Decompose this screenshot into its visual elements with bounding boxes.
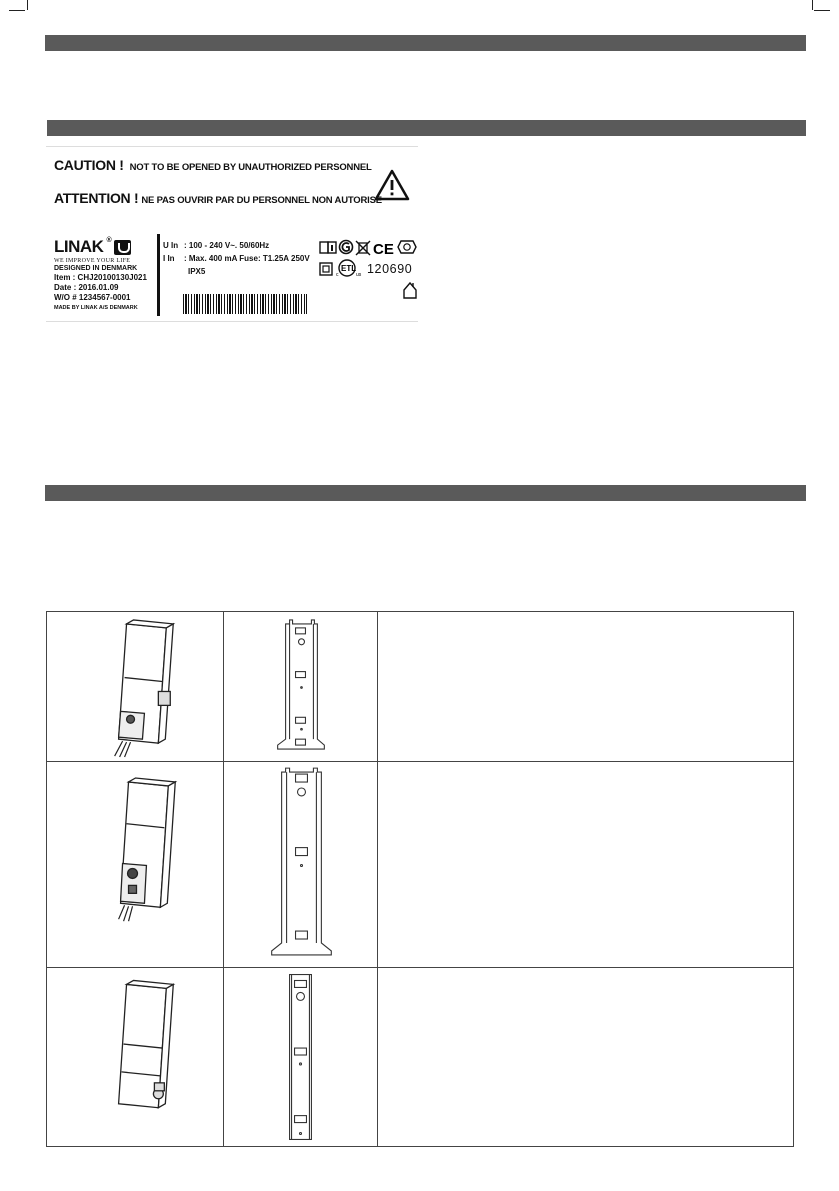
ce-mark-icon: CE (373, 241, 394, 258)
approval-mark-icon (340, 241, 353, 254)
attention-line (54, 190, 382, 208)
caution-title: CAUTION ! (54, 157, 124, 173)
logo-text: LINAK (54, 237, 104, 256)
crop-mark-top-left-v (27, 0, 28, 10)
rcm-mark-icon (398, 241, 416, 253)
control-box-icon (47, 968, 223, 1146)
manual-icon (320, 242, 336, 253)
registered-mark: ® (106, 237, 112, 244)
attention-title: ATTENTION ! (54, 190, 139, 206)
mounting-bracket-icon (224, 968, 377, 1146)
label-divider (157, 234, 160, 316)
product-table (46, 611, 794, 1147)
weee-bin-icon (356, 241, 370, 255)
iin-key: I In (163, 254, 175, 263)
bracket-cell (224, 762, 378, 968)
section-header-bar-3 (45, 485, 806, 501)
table-row (47, 968, 794, 1147)
description-cell (378, 612, 794, 762)
designed-text: DESIGNED IN DENMARK (54, 265, 138, 272)
svg-text:c: c (336, 272, 339, 278)
warning-triangle-icon (374, 169, 410, 201)
uin-key: U In (163, 241, 179, 250)
bracket-cell (224, 612, 378, 762)
wo-text: W/O # 1234567-0001 (54, 293, 131, 302)
unit-cell (47, 762, 224, 968)
caution-text: NOT TO BE OPENED BY UNAUTHORIZED PERSONNEL (129, 162, 372, 173)
svg-text:us: us (356, 272, 362, 278)
crop-mark-top-left (9, 10, 25, 11)
section-header-bar-2 (47, 120, 806, 136)
ipx-rating: IPX5 (188, 267, 206, 276)
control-box-icon (47, 612, 223, 761)
linak-logo (54, 237, 158, 257)
table-row (47, 762, 794, 968)
uin-value: : 100 - 240 V~. 50/60Hz (184, 241, 270, 250)
table-row (47, 612, 794, 762)
etl-listed-icon (336, 260, 362, 278)
brand-block (54, 237, 158, 311)
made-by-text: MADE BY LINAK A/S DENMARK (54, 305, 138, 311)
brand-tagline: WE IMPROVE YOUR LIFE (54, 258, 131, 264)
attention-text: NE PAS OUVRIR PAR DU PERSONNEL NON AUTORISE (141, 195, 382, 206)
section-header-bar-1 (45, 35, 806, 51)
barcode (183, 294, 307, 314)
date-text: Date : 2016.01.09 (54, 283, 119, 292)
description-cell (378, 762, 794, 968)
caution-line (54, 157, 372, 175)
indoor-use-icon (404, 283, 416, 298)
unit-cell (47, 612, 224, 762)
mounting-bracket-icon (224, 612, 377, 761)
unit-cell (47, 968, 224, 1147)
product-label (46, 146, 418, 322)
crop-mark-top-right (814, 10, 830, 11)
certification-number: 120690 (367, 262, 413, 276)
svg-text:ETL: ETL (341, 264, 357, 273)
control-box-icon (47, 762, 223, 967)
mounting-bracket-icon (224, 762, 377, 967)
linak-logo-icon (114, 240, 131, 255)
item-text: Item : CHJ20100130J021 (54, 273, 147, 282)
description-cell (378, 968, 794, 1147)
crop-mark-top-right-v (812, 0, 813, 10)
double-insulation-icon (320, 263, 332, 275)
electrical-specs (163, 239, 310, 278)
iin-value: : Max. 400 mA Fuse: T1.25A 250V (184, 254, 310, 263)
bracket-cell (224, 968, 378, 1147)
